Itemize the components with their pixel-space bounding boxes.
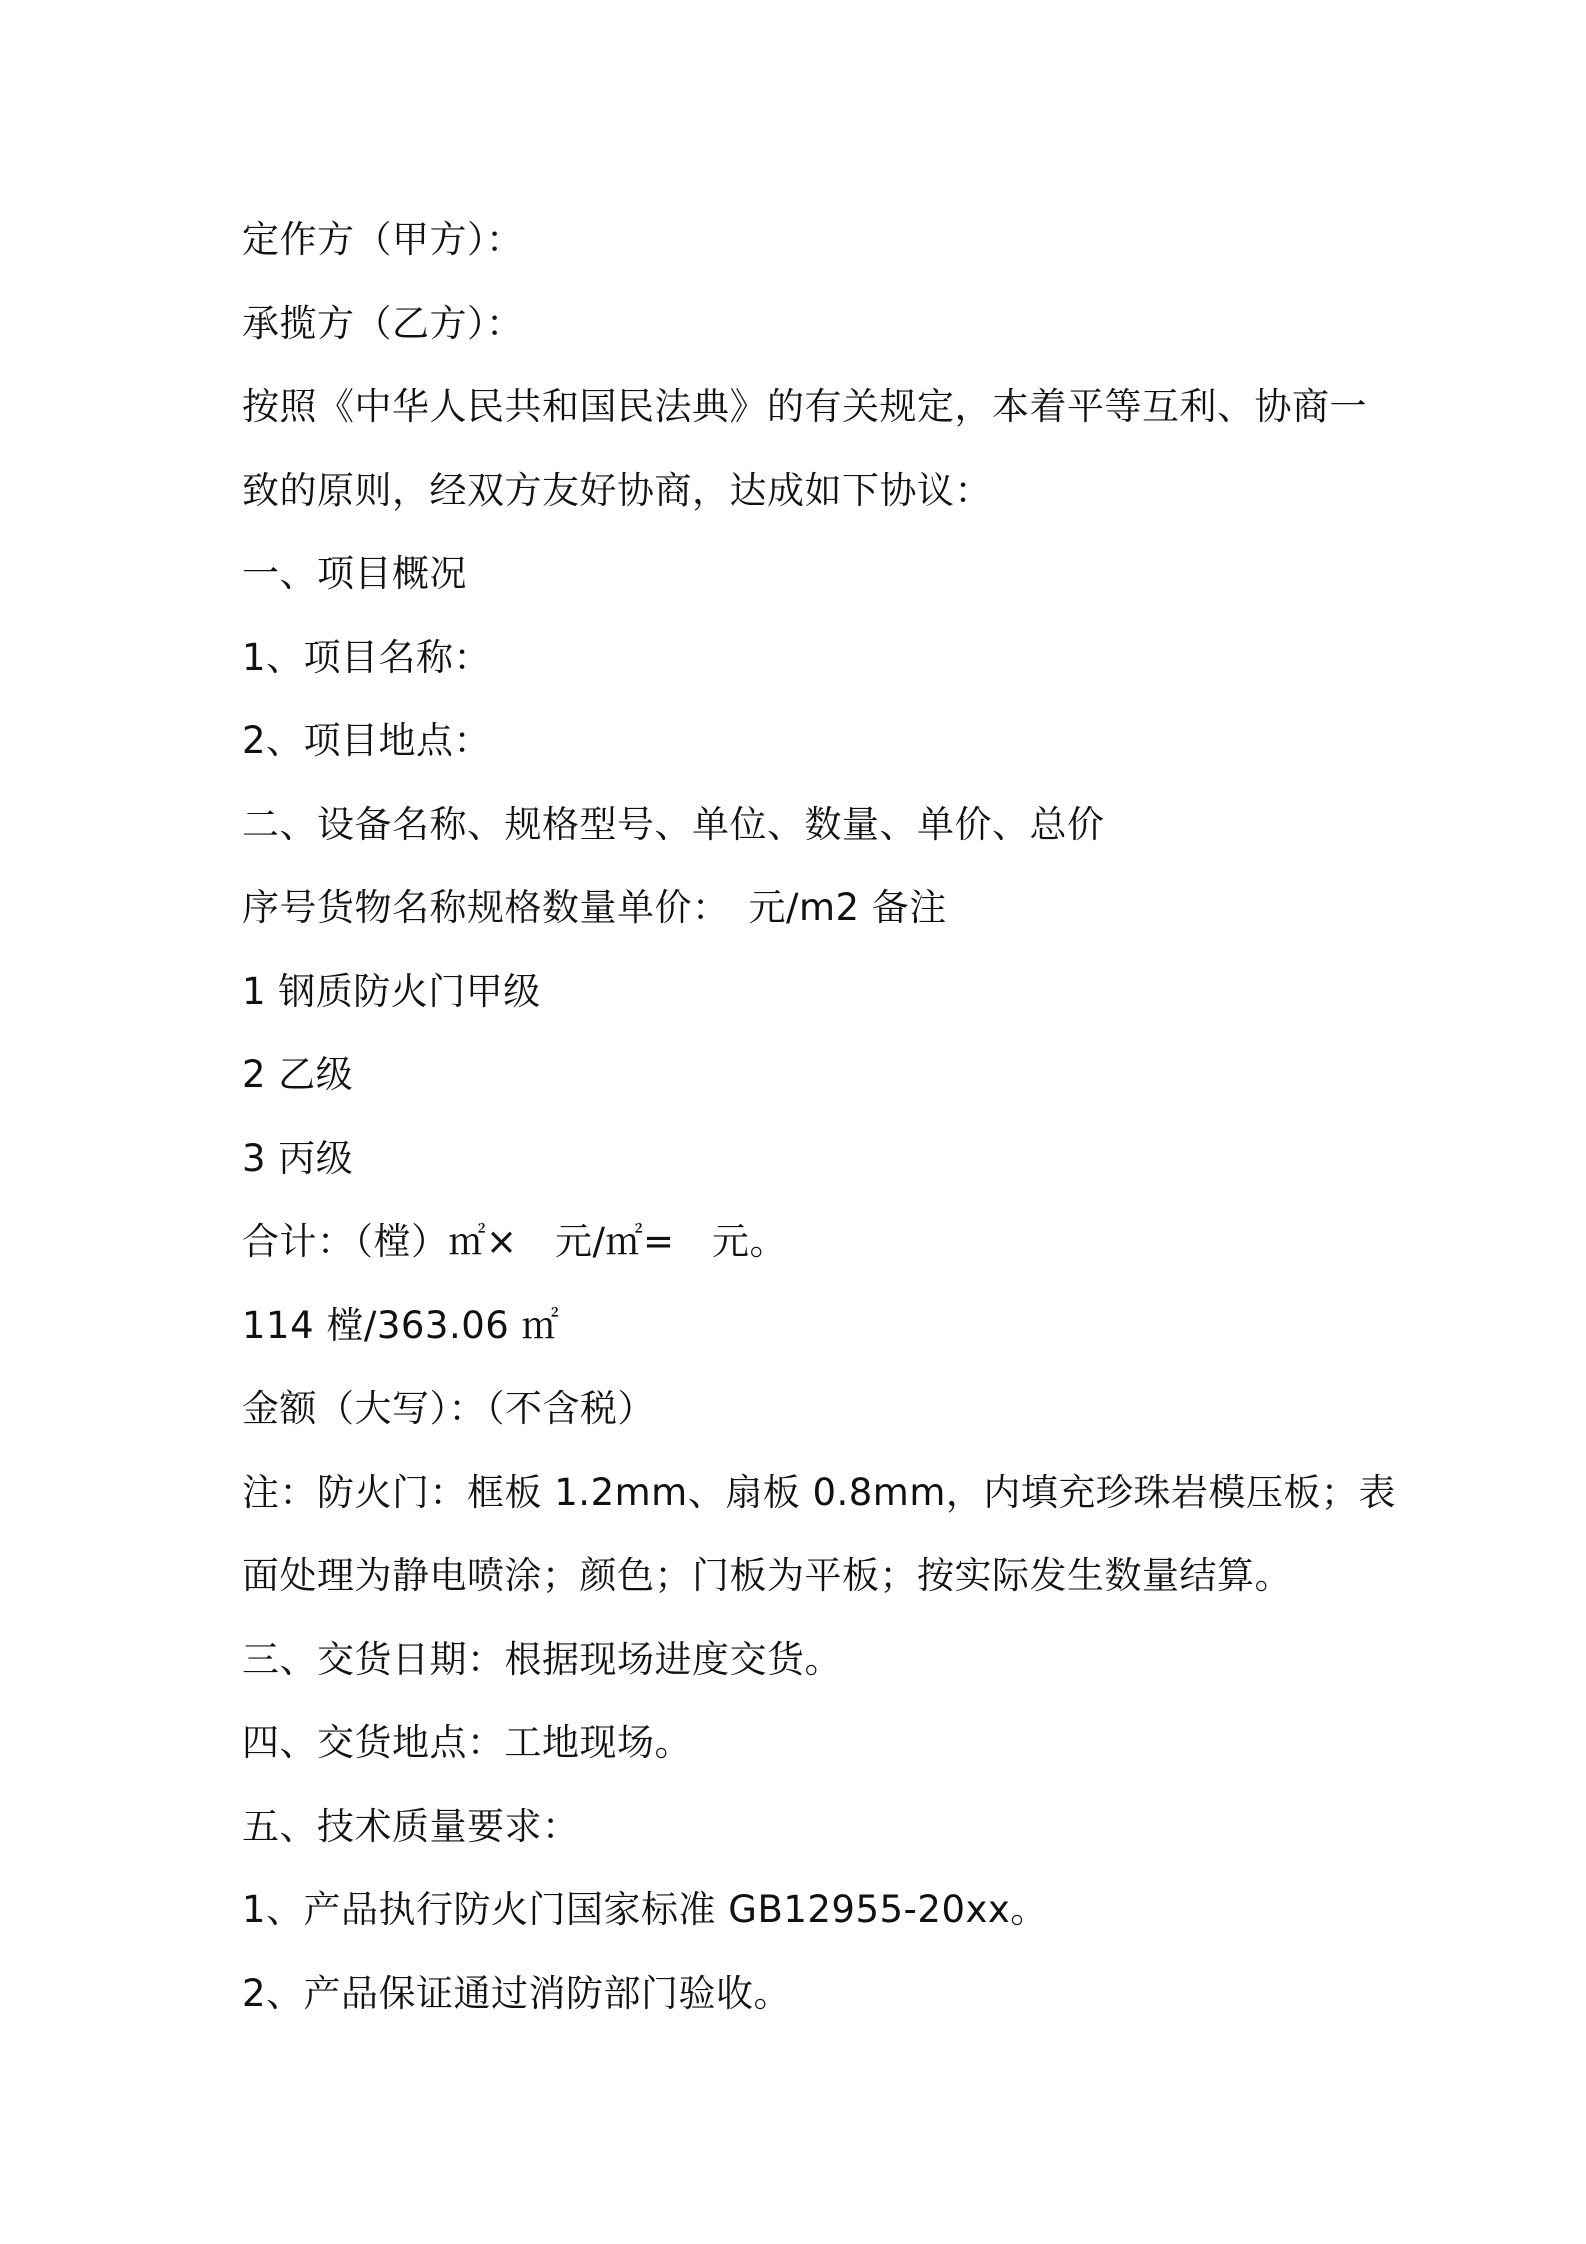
preamble-line-2: 致的原则，经双方友好协商，达成如下协议： xyxy=(242,468,992,512)
equipment-row-1: 1 钢质防火门甲级 xyxy=(242,969,541,1013)
note-line-2: 面处理为静电喷涂；颜色；门板为平板；按实际发生数量结算。 xyxy=(242,1554,1292,1597)
equipment-row-2: 2 乙级 xyxy=(242,1053,354,1096)
equipment-table-header: 序号货物名称规格数量单价： 元/m2 备注 xyxy=(242,886,947,929)
document-body xyxy=(242,198,1396,2035)
party-b-line: 承揽方（乙方）： xyxy=(242,301,524,345)
amount-line: 金额（大写）：（不含税） xyxy=(242,1387,655,1430)
section-heading-delivery-location: 四、交货地点：工地现场。 xyxy=(242,1721,692,1764)
section-heading-project-overview: 一、项目概况 xyxy=(242,552,467,595)
note-line-1: 注：防火门：框板 1.2mm、扇板 0.8mm，内填充珍珠岩模压板；表 xyxy=(242,1470,1396,1514)
project-name-line: 1、项目名称： xyxy=(242,635,492,679)
section-heading-delivery-date: 三、交货日期：根据现场进度交货。 xyxy=(242,1637,842,1681)
preamble-line-1: 按照《中华人民共和国民法典》的有关规定，本着平等互利、协商一 xyxy=(242,385,1367,428)
section-heading-equipment: 二、设备名称、规格型号、单位、数量、单价、总价 xyxy=(242,802,1105,846)
party-a-line: 定作方（甲方）： xyxy=(242,218,524,261)
total-quantity-line: 114 樘/363.06 ㎡ xyxy=(242,1303,560,1347)
equipment-row-3: 3 丙级 xyxy=(242,1136,354,1180)
project-location-line: 2、项目地点： xyxy=(242,719,492,762)
quality-item-1: 1、产品执行防火门国家标准 GB12955-20xx。 xyxy=(242,1888,1048,1931)
quality-item-2: 2、产品保证通过消防部门验收。 xyxy=(242,1971,792,2015)
section-heading-quality: 五、技术质量要求： xyxy=(242,1804,580,1848)
total-formula-line: 合计：（樘）㎡× 元/㎡= 元。 xyxy=(242,1220,787,1263)
